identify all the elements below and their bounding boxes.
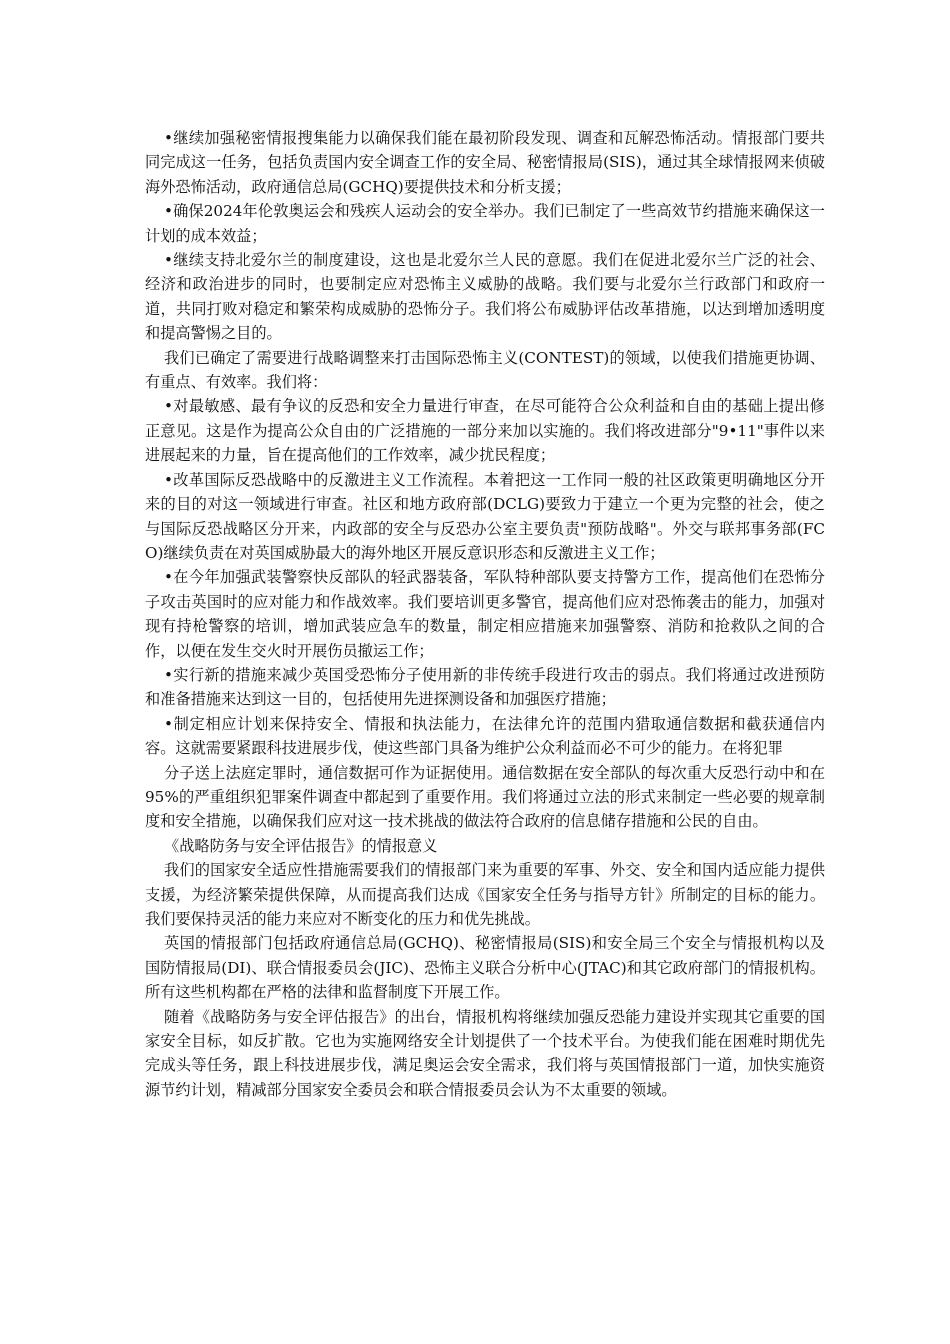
paragraph-national-security: 我们的国家安全适应性措施需要我们的情报部门来为重要的军事、外交、安全和国内适应能力提供支援，为经济繁荣提供保障，从而提高我们达成《国家安全任务与指导方针》所制定的目标的能力。我们要保持灵活的能力来应对不断变化的压力和优先挑战。 bbox=[145, 861, 825, 928]
bullet-paragraph-intelligence: •继续加强秘密情报搜集能力以确保我们能在最初阶段发现、调查和瓦解恐怖活动。情报部门要共同完成这一任务，包括负责国内安全调查工作的安全局、秘密情报局(SIS)，通过其全球情报网来侦破海外恐怖活动，政府通信总局(GCHQ)要提供技术和分析支援； bbox=[145, 129, 825, 196]
bullet-paragraph-armed-police: •在今年加强武装警察快反部队的轻武器装备，军队特种部队要支持警方工作，提高他们在恐怖分子攻击英国时的应对能力和作战效率。我们要培训更多警官，提高他们应对恐怖袭击的能力，加强对现有持枪警察的培训，增加武装应急车的数量，制定相应措施来加强警察、消防和抢救队之间的合作，以便在发生交火时开展伤员撤运工作； bbox=[145, 568, 825, 660]
bullet-paragraph-northern-ireland: •继续支持北爱尔兰的制度建设，这也是北爱尔兰人民的意愿。我们在促进北爱尔兰广泛的社会、经济和政治进步的同时，也要制定应对恐怖主义威胁的战略。我们要与北爱尔兰行政部门和政府一道，共同打败对稳定和繁荣构成威胁的恐怖分子。我们将公布威胁评估改革措施，以达到增加透明度和提高警惕之目的。 bbox=[145, 251, 825, 343]
section-heading: 《战略防务与安全评估报告》的情报意义 bbox=[164, 836, 438, 855]
bullet-paragraph-review-powers: •对最敏感、最有争议的反恐和安全力量进行审查，在尽可能符合公众利益和自由的基础上提出修正意见。这是作为提高公众自由的广泛措施的一部分来加以实施的。我们将改进部分"9•11"事件以来进展起来的力量，旨在提高他们的工作效率，减少扰民程度； bbox=[145, 397, 825, 465]
paragraph-contest-intro: 我们已确定了需要进行战略调整来打击国际恐怖主义(CONTEST)的领域，以使我们措施更协调、有重点、有效率。我们将： bbox=[145, 348, 825, 392]
bullet-paragraph-counter-radicalisation: •改革国际反恐战略中的反激进主义工作流程。本着把这一工作同一般的社区政策更明确地区分开来的目的对这一领域进行审查。社区和地方政府部(DCLG)要致力于建立一个更为完整的社会，使之与国际反恐战略区分开来，内政部的安全与反恐办公室主要负责"预防战略"。外交与联邦事务部(FCO)继续负责在对英国威胁最大的海外地区开展反意识形态和反激进主义工作； bbox=[145, 470, 825, 562]
bullet-paragraph-communications-data: •制定相应计划来保持安全、情报和执法能力，在法律允许的范围内猎取通信数据和截获通信内容。这就需要紧跟科技进展步伐，使这些部门具备为维护公众利益而必不可少的能力。在将犯罪 bbox=[145, 714, 825, 758]
paragraph-communications-evidence: 分子送上法庭定罪时，通信数据可作为证据使用。通信数据在安全部队的每次重大反恐行动中和在95%的严重组织犯罪案件调查中都起到了重要作用。我们将通过立法的形式来制定一些必要的规章制度和安全措施，以确保我们应对这一技术挑战的做法符合政府的信息储存措施和公民的自由。 bbox=[145, 763, 825, 831]
bullet-paragraph-unconventional-attacks: •实行新的措施来减少英国受恐怖分子使用新的非传统手段进行攻击的弱点。我们将通过改进预防和准备措施来达到这一目的，包括使用先进探测设备和加强医疗措施； bbox=[145, 665, 825, 709]
document-body bbox=[145, 126, 825, 1102]
paragraph-sdsr-outcome: 随着《战略防务与安全评估报告》的出台，情报机构将继续加强反恐能力建设并实现其它重要的国家安全目标，如反扩散。它也为实施网络安全计划提供了一个技术平台。为使我们能在困难时期优先完成头等任务，跟上科技进展步伐，满足奥运会安全需求，我们将与英国情报部门一道，加快实施资源节约计划，精减部分国家安全委员会和联合情报委员会认为不太重要的领域。 bbox=[145, 1007, 825, 1099]
paragraph-intelligence-agencies: 英国的情报部门包括政府通信总局(GCHQ)、秘密情报局(SIS)和安全局三个安全与情报机构以及国防情报局(DI)、联合情报委员会(JIC)、恐怖主义联合分析中心(JTAC)和其它政府部门的情报机构。所有这些机构都在严格的法律和监督制度下开展工作。 bbox=[145, 934, 825, 1002]
bullet-paragraph-olympics: •确保2024年伦敦奥运会和残疾人运动会的安全举办。我们已制定了一些高效节约措施来确保这一计划的成本效益； bbox=[145, 202, 825, 245]
